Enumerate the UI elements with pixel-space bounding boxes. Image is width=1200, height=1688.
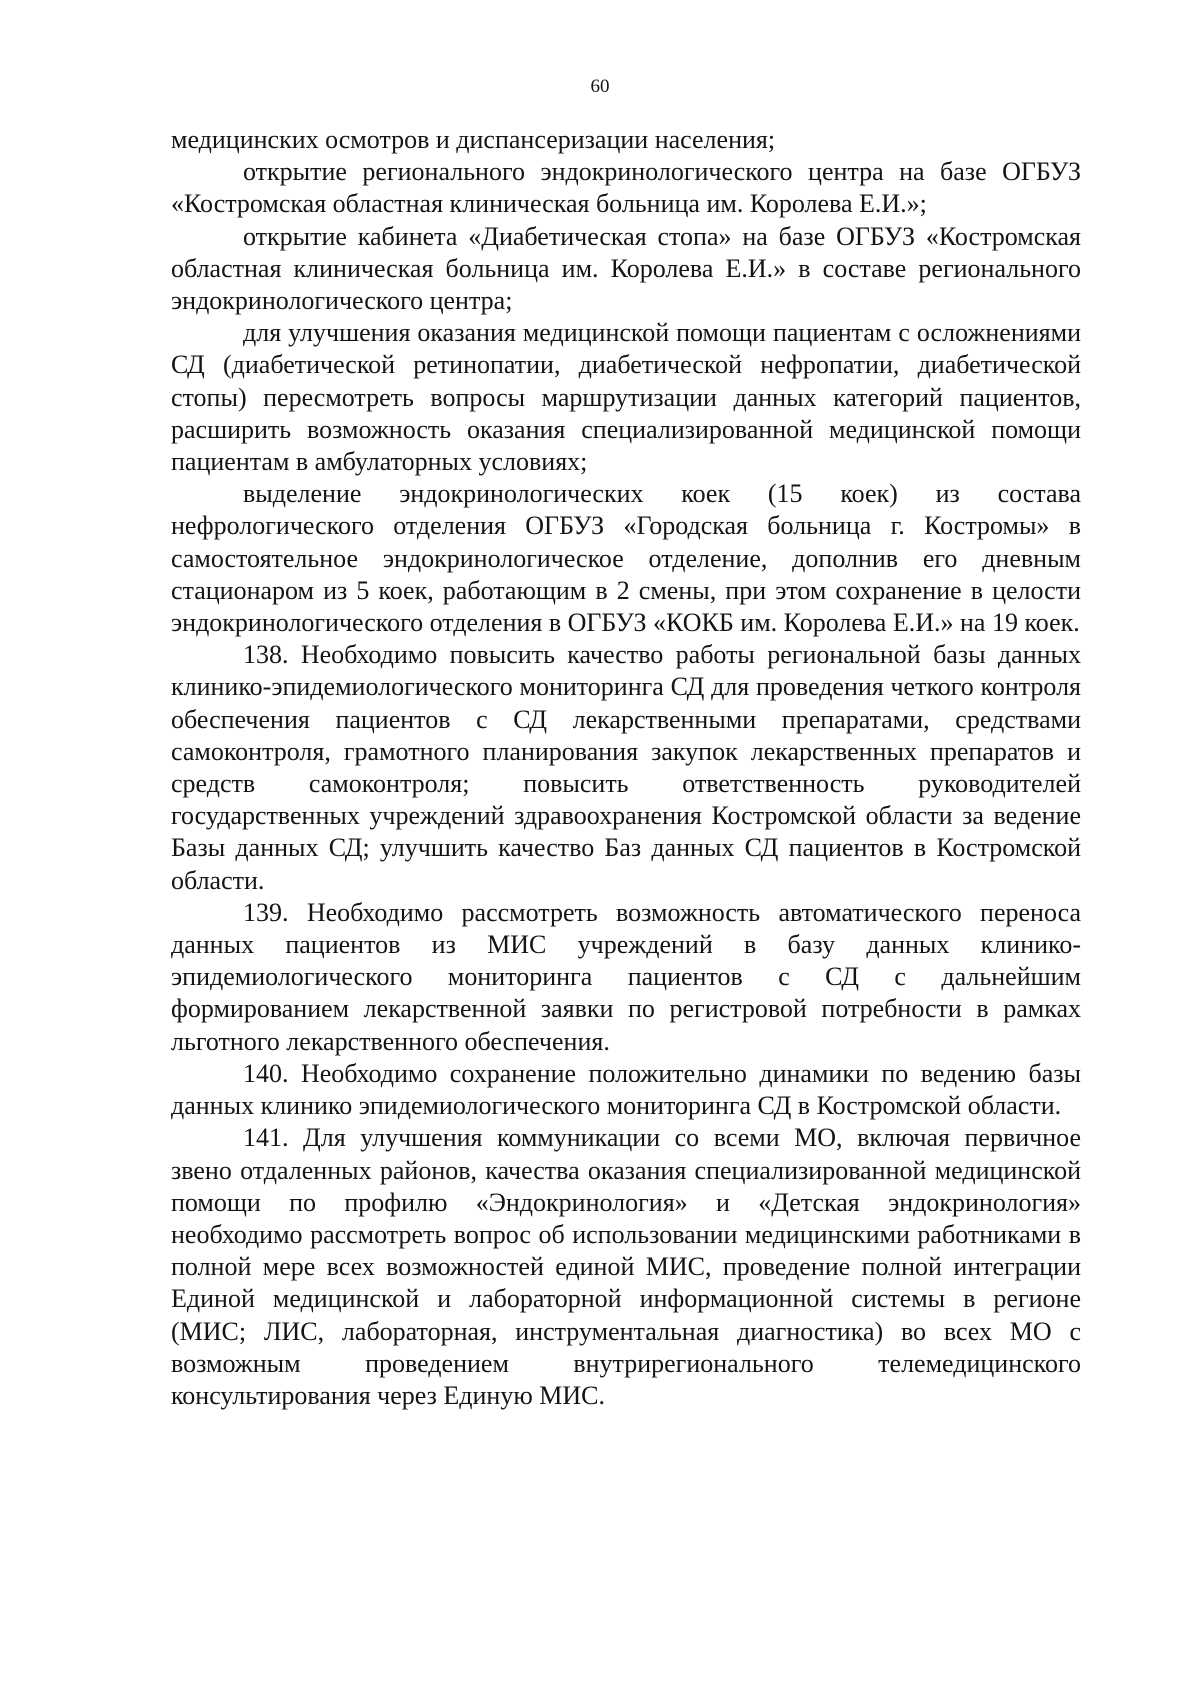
paragraph-5: выделение эндокринологических коек (15 коек) из состава нефрологического отделения ОГБУЗ «Городская больница г. Костромы» в самостоятельное эндокринологическое отделение, дополнив его дневным стационаром из 5 коек, работающим в 2 смены, при этом сохранение в целости эндокринологического отделения в ОГБУЗ «КОКБ им. Королева Е.И.» на 19 коек. <box>171 479 1081 638</box>
paragraph-item-139: 139. Необходимо рассмотреть возможность автоматического переноса данных пациентов из МИС учреждений в базу данных клинико-эпидемиологического мониторинга пациентов с СД с дальнейшим формированием лекарственной заявки по регистровой потребности в рамках льготного лекарственного обеспечения. <box>171 897 1081 1056</box>
paragraph-item-138: 138. Необходимо повысить качество работы региональной базы данных клинико-эпидемиологического мониторинга СД для проведения четкого контроля обеспечения пациентов с СД лекарственными препаратами, средствами самоконтроля, грамотного планирования закупок лекарственных препаратов и средств самоконтроля; повысить ответственность руководителей государственных учреждений здравоохранения Костромской области за ведение Базы данных СД; улучшить качество Баз данных СД пациентов в Костромской области. <box>171 640 1081 895</box>
paragraph-item-141: 141. Для улучшения коммуникации со всеми МО, включая первичное звено отдаленных районов, качества оказания специализированной медицинской помощи по профилю «Эндокринология» и «Детская эндокринология» необходимо рассмотреть вопрос об использовании медицинскими работниками в полной мере всех возможностей единой МИС, проведение полной интеграции Единой медицинской и лабораторной информационной системы в регионе (МИС; ЛИС, лабораторная, инструментальная диагностика) во всех МО с возможным проведением внутрирегионального телемедицинского консультирования через Единую МИС. <box>171 1123 1081 1410</box>
paragraph-1: медицинских осмотров и диспансеризации населения; <box>171 125 776 154</box>
document-body <box>171 124 1081 1412</box>
paragraph-item-140: 140. Необходимо сохранение положительно динамики по ведению базы данных клинико эпидемиологического мониторинга СД в Костромской области. <box>171 1058 1081 1121</box>
page-number: 60 <box>590 76 610 97</box>
paragraph-4: для улучшения оказания медицинской помощи пациентам с осложнениями СД (диабетической ретинопатии, диабетической нефропатии, диабетической стопы) пересмотреть вопросы маршрутизации данных категорий пациентов, расширить возможность оказания специализированной медицинской помощи пациентам в амбулаторных условиях; <box>171 318 1081 477</box>
paragraph-2: открытие регионального эндокринологического центра на базе ОГБУЗ «Костромская областная клиническая больница им. Королева Е.И.»; <box>171 157 1081 219</box>
paragraph-3: открытие кабинета «Диабетическая стопа» на базе ОГБУЗ «Костромская областная клиническая больница им. Королева Е.И.» в составе регионального эндокринологического центра; <box>171 221 1081 316</box>
